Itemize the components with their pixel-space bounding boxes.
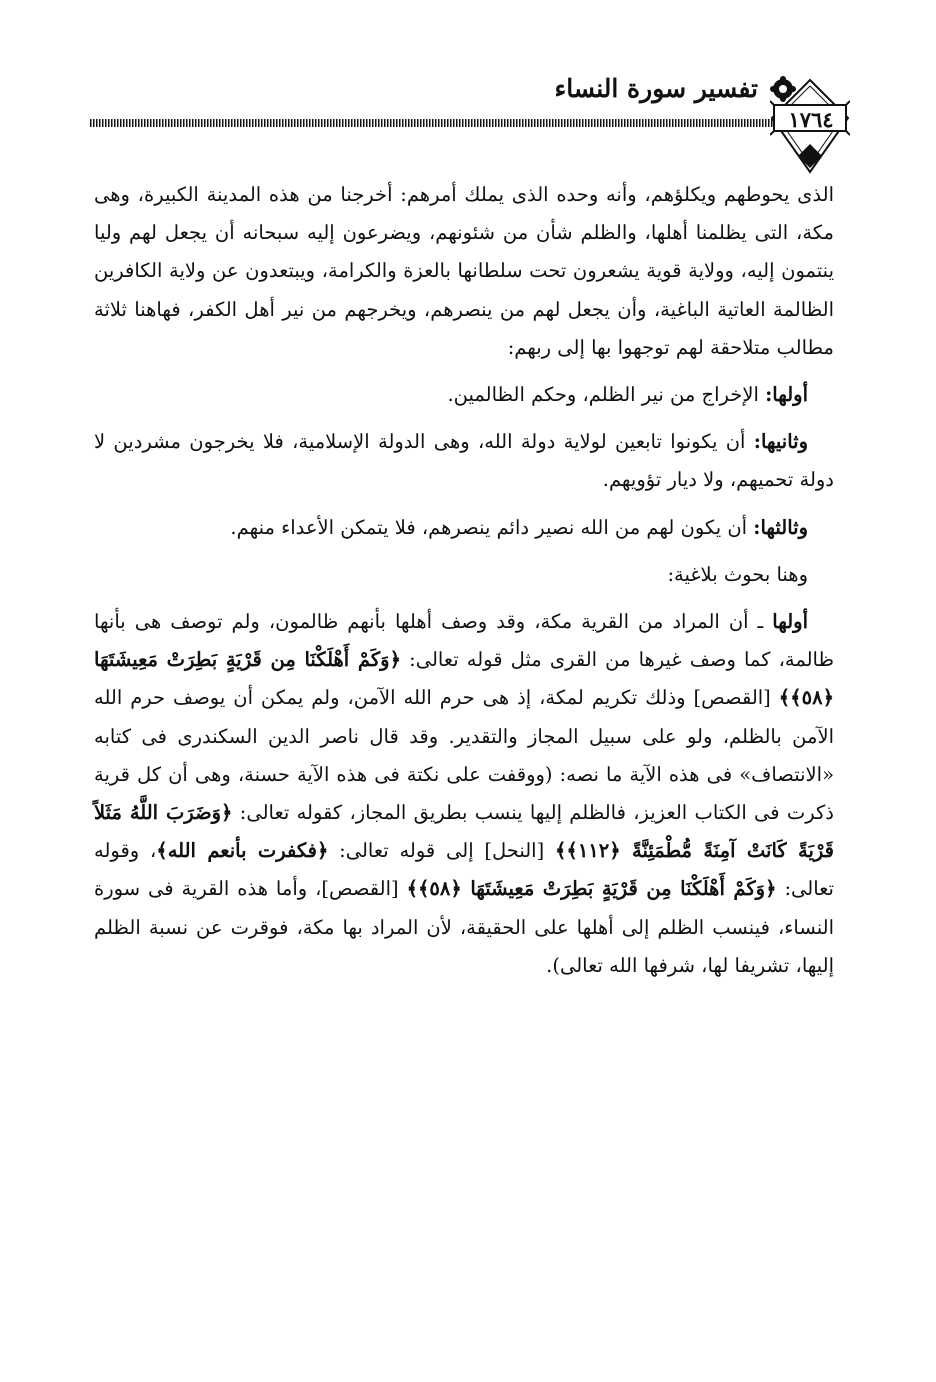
paragraph-text: ، وقوله تعالى: xyxy=(94,839,834,901)
body-text xyxy=(94,176,834,994)
paragraph-first-request xyxy=(94,376,834,414)
header-rule xyxy=(90,119,786,127)
paragraph-text: [النحل] إلى قوله تعالى: xyxy=(328,839,555,863)
paragraph-lead: وثانيها: xyxy=(753,430,808,454)
paragraph-text: الإخراج من نير الظلم، وحكم الظالمين. xyxy=(447,383,766,407)
paragraph-third-request xyxy=(94,509,834,547)
paragraph-text: أن يكون لهم من الله نصير دائم ينصرهم، فلا يتمكن الأعداء منهم. xyxy=(230,515,754,539)
paragraph-rhetoric-first xyxy=(94,603,834,985)
paragraph-text: [القصص]، وأما هذه القرية فى سورة النساء، فينسب الظلم إلى أهلها على الحقيقة، لأن المراد بها مكة، فوقرت عن نسبة الظلم إليها، تشريفا لها، شرفها الله تعالى). xyxy=(94,877,834,977)
paragraph-lead: وثالثها: xyxy=(753,515,808,539)
paragraph-intro: الذى يحوطهم ويكلؤهم، وأنه وحده الذى يملك أمرهم: أخرجنا من هذه المدينة الكبيرة، وهى مكة، التى يظلمنا أهلها، والظلم شأن من شئونهم، ويضرعون إليه سبحانه أن يجعل لهم وليا ينتمون إليه، وولاية قوية يشعرون تحت سلطانها بالعزة والكرامة، ويبتعدون عن ولاية الكافرين الظالمة العاتية الباغية، وأن يجعل لهم من ينصرهم، ويخرجهم من نير أهل الكفر، فهاهنا ثلاثة مطالب متلاحقة لهم توجهوا بها إلى ربهم: xyxy=(94,183,834,359)
page-header xyxy=(0,60,936,160)
quran-verse: ﴿وَكَمْ أَهْلَكْنَا مِن قَرْيَةٍ بَطِرَتْ مَعِيشَتَهَا ﴿٥٨﴾﴾ xyxy=(94,648,834,710)
quran-verse: ﴿وَضَرَبَ اللَّهُ مَثَلاً قَرْيَةً كَانَتْ آمِنَةً مُّطْمَئِنَّةً ﴿١١٢﴾﴾ xyxy=(94,801,835,863)
paragraph-rhetoric-heading: وهنا بحوث بلاغية: xyxy=(667,562,808,586)
quran-verse: ﴿فكفرت بأنعم الله﴾ xyxy=(156,839,329,863)
paragraph-text: ـ أن المراد من القرية مكة، وقد وصف أهلها بأنهم ظالمون، ولم توصف هى بأنها ظالمة، كما وصف غيرها من القرى مثل قوله تعالى: xyxy=(94,610,834,672)
quran-verse: ﴿وَكَمْ أَهْلَكْنَا مِن قَرْيَةٍ بَطِرَتْ مَعِيشَتَهَا ﴿٥٨﴾﴾ xyxy=(406,877,777,901)
paragraph-lead: أولها xyxy=(772,610,808,634)
running-title: تفسير سورة النساء xyxy=(554,74,758,103)
paragraph-lead: أولها: xyxy=(765,383,808,407)
page-number: ١٧٦٤ xyxy=(788,107,834,132)
paragraph-text: [القصص] وذلك تكريم لمكة، إذ هى حرم الله الآمن، ولم يمكن أن يوصف حرم الله الآمن بالظلم، ولو على سبيل المجاز والتقدير. وقد قال ناصر الدين السكندرى فى كتابه «الانتصاف» فى هذه الآية ما نصه: (ووقفت على نكتة فى هذه الآية حسنة، وهى أن كل قرية ذكرت فى الكتاب العزيز، فالظلم إليها ينسب بطريق المجاز، كقوله تعالى: xyxy=(94,686,834,825)
paragraph-text: أن يكونوا تابعين لولاية دولة الله، وهى الدولة الإسلامية، فلا يخرجون مشردين لا دولة تحميهم، ولا ديار تؤويهم. xyxy=(94,430,834,492)
paragraph-second-request xyxy=(94,423,834,499)
